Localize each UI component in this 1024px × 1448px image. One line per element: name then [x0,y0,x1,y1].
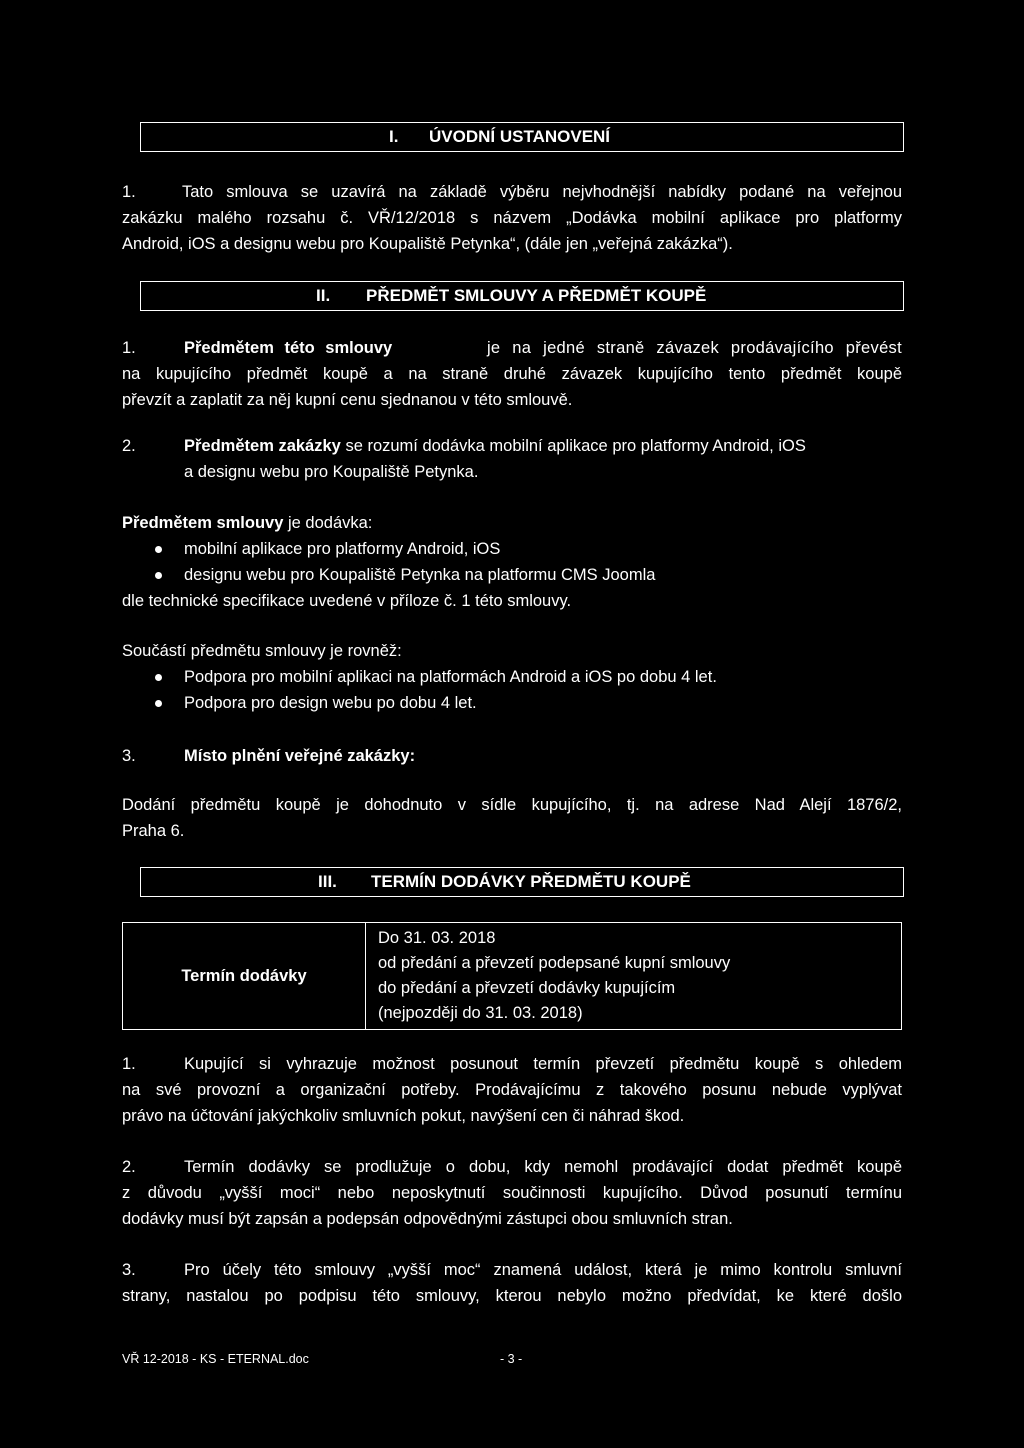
bold-text: Předmětem zakázky [184,437,341,455]
bold-text: Předmětem této smlouvy [184,339,393,357]
text-line: dle technické specifikace uvedené v příloze č. 1 této smlouvy. [122,592,572,610]
paragraph-number: 1. [122,183,136,201]
bold-text: Předmětem smlouvy [122,514,284,532]
text-line: a designu webu pro Koupaliště Petynka. [184,463,479,481]
text-line: na své provozní a organizační potřeby. Prodávajícímu z takového posunu nebude vyplývat [122,1081,902,1099]
bullet-icon [155,674,162,681]
text-line: dodávky musí být zapsán a podepsán odpovědnými zástupci obou smluvních stran. [122,1210,733,1228]
text-line: Praha 6. [122,822,185,840]
footer-page-number: - 3 - [500,1352,523,1366]
term-line: Do 31. 03. 2018 [378,929,496,947]
section-title: PŘEDMĚT SMLOUVY A PŘEDMĚT KOUPĚ [366,286,707,305]
paragraph-number: 1. [122,339,136,357]
text-line: Součástí předmětu smlouvy je rovněž: [122,642,402,660]
term-value-cell [366,923,902,1030]
paragraph-number: 1. [122,1055,136,1073]
text-line: strany, nastalou po podpisu této smlouvy, kterou nebylo možno předvídat, ke které došlo [122,1287,902,1305]
bullet-icon [155,546,162,553]
text-line [122,513,372,533]
section-number: I. [389,127,399,146]
section-header-1 [140,122,904,152]
bullet-icon [155,700,162,707]
term-line: do předání a převzetí dodávky kupujícím [378,979,676,997]
text-line: právo na účtování jakýchkoliv smluvních pokut, navýšení cen či náhrad škod. [122,1107,685,1125]
section-number: II. [316,286,331,305]
list-item: Podpora pro mobilní aplikaci na platformách Android a iOS po dobu 4 let. [184,668,717,686]
section-number: III. [318,872,337,891]
paragraph-number: 3. [122,1261,136,1279]
text-rest: je dodávka: [288,514,373,532]
text-line: Termín dodávky se prodlužuje o dobu, kdy nemohl prodávající dodat předmět koupě [184,1158,902,1176]
text-line: Android, iOS a designu webu pro Koupaliště Petynka“, (dále jen „veřejná zakázka“). [122,235,733,253]
text-rest: se rozumí dodávka mobilní aplikace pro platformy Android, iOS [345,437,806,455]
text-line: Tato smlouva se uzavírá na základě výběru nejvhodnější nabídky podané na veřejnou [182,183,902,201]
paragraph-number: 2. [122,437,136,455]
term-line: (nejpozději do 31. 03. 2018) [378,1004,583,1022]
text-line: zakázku malého rozsahu č. VŘ/12/2018 s názvem „Dodávka mobilní aplikace pro platformy [122,209,902,227]
paragraph-number: 2. [122,1158,136,1176]
section-title: TERMÍN DODÁVKY PŘEDMĚTU KOUPĚ [371,872,691,891]
text-line [184,436,806,456]
text-line: z důvodu „vyšší moci“ nebo neposkytnutí součinnosti kupujícího. Důvod posunutí termínu [122,1184,902,1202]
list-item: Podpora pro design webu po dobu 4 let. [184,694,477,712]
text-line: Pro účely této smlouvy „vyšší moc“ znamená událost, která je mimo kontrolu smluvní [184,1261,902,1279]
bullet-icon [155,572,162,579]
bold-text: Místo plnění veřejné zakázky: [184,747,416,765]
term-label: Termín dodávky [181,966,307,985]
term-line: od předání a převzetí podepsané kupní smlouvy [378,954,731,972]
text-line: na kupujícího předmět koupě a na straně druhé závazek kupujícího tento předmět koupě [122,365,902,383]
text-rest: je na jedné straně závazek prodávajícího převést [486,339,902,357]
footer-filename: VŘ 12-2018 - KS - ETERNAL.doc [122,1352,309,1366]
text-line: Kupující si vyhrazuje možnost posunout termín převzetí předmětu koupě s ohledem [184,1055,902,1073]
term-label-cell [123,923,366,1030]
text-line: Dodání předmětu koupě je dohodnuto v sídle kupujícího, tj. na adrese Nad Alejí 1876/2, [122,796,902,814]
list-item: designu webu pro Koupaliště Petynka na platformu CMS Joomla [184,566,656,584]
paragraph-number: 3. [122,747,136,765]
section-header-3 [140,867,904,897]
section-header-2 [140,281,904,311]
text-line: převzít a zaplatit za něj kupní cenu sjednanou v této smlouvě. [122,391,573,409]
term-table [122,922,902,1030]
section-title: ÚVODNÍ USTANOVENÍ [429,127,611,146]
list-item: mobilní aplikace pro platformy Android, iOS [184,540,501,558]
bold-term [184,338,902,358]
